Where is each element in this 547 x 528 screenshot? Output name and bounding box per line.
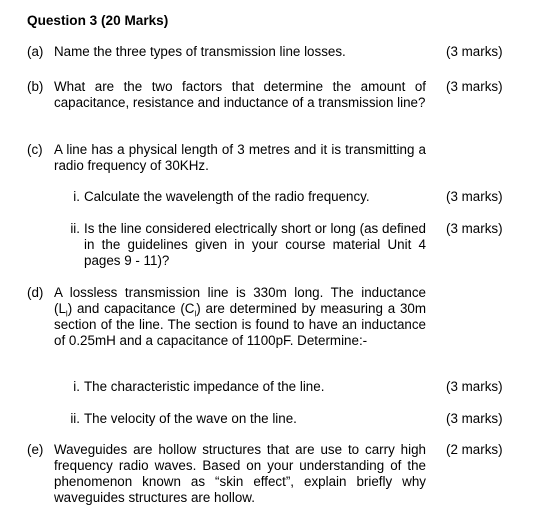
question-d-line-2 xyxy=(54,301,426,317)
text-fragment: (L xyxy=(54,301,66,316)
question-d-text xyxy=(54,285,426,349)
question-a-marks: (3 marks) xyxy=(446,44,503,59)
sub-label: ii. xyxy=(70,221,80,236)
sub-text: Is the line considered electrically short or long (as defined in the guidelines given in your course material Unit 4 pages 9 - 11)? xyxy=(84,221,426,268)
question-d-line-3: section of the line. The section is found to have an inductance of 0.25mH and a capacitance of 1100pF. Determine:- xyxy=(54,317,426,348)
sub-marks: (3 marks) xyxy=(446,221,503,236)
question-title: Question 3 (20 Marks) xyxy=(27,13,169,28)
subscript: l xyxy=(194,309,197,319)
sub-marks: (3 marks) xyxy=(446,189,503,204)
question-e-marks: (2 marks) xyxy=(446,442,503,457)
question-a-text: Name the three types of transmission line losses. xyxy=(54,44,346,59)
question-e-label: (e) xyxy=(27,442,44,457)
question-b-text: What are the two factors that determine the amount of capacitance, resistance and inductance of a transmission line? xyxy=(54,79,426,110)
sub-label: i. xyxy=(73,379,80,394)
question-c-label: (c) xyxy=(27,142,43,157)
question-d-label: (d) xyxy=(27,285,44,300)
question-c-text: A line has a physical length of 3 metres and it is transmitting a radio frequency of 30KHz. xyxy=(54,142,426,173)
subscript: l xyxy=(65,309,68,319)
text-fragment: ) are determined by measuring a 30m xyxy=(196,301,426,316)
sub-label: i. xyxy=(73,189,80,204)
sub-text: The characteristic impedance of the line. xyxy=(84,379,325,394)
question-e-text: Waveguides are hollow structures that are use to carry high frequency radio waves. Based on your understanding of the phenomenon known as “skin effect”, explain briefly why waveguides structures are hollow. xyxy=(54,442,426,505)
question-d-line-1: A lossless transmission line is 330m long. The inductance xyxy=(54,285,426,300)
text-fragment: ) and capacitance (C xyxy=(67,301,195,316)
sub-marks: (3 marks) xyxy=(446,379,503,394)
question-b-marks: (3 marks) xyxy=(446,79,503,94)
question-b-label: (b) xyxy=(27,79,44,94)
sub-marks: (3 marks) xyxy=(446,411,503,426)
sub-text: Calculate the wavelength of the radio frequency. xyxy=(84,189,370,204)
question-a-label: (a) xyxy=(27,44,44,59)
sub-text: The velocity of the wave on the line. xyxy=(84,411,297,426)
sub-label: ii. xyxy=(70,411,80,426)
